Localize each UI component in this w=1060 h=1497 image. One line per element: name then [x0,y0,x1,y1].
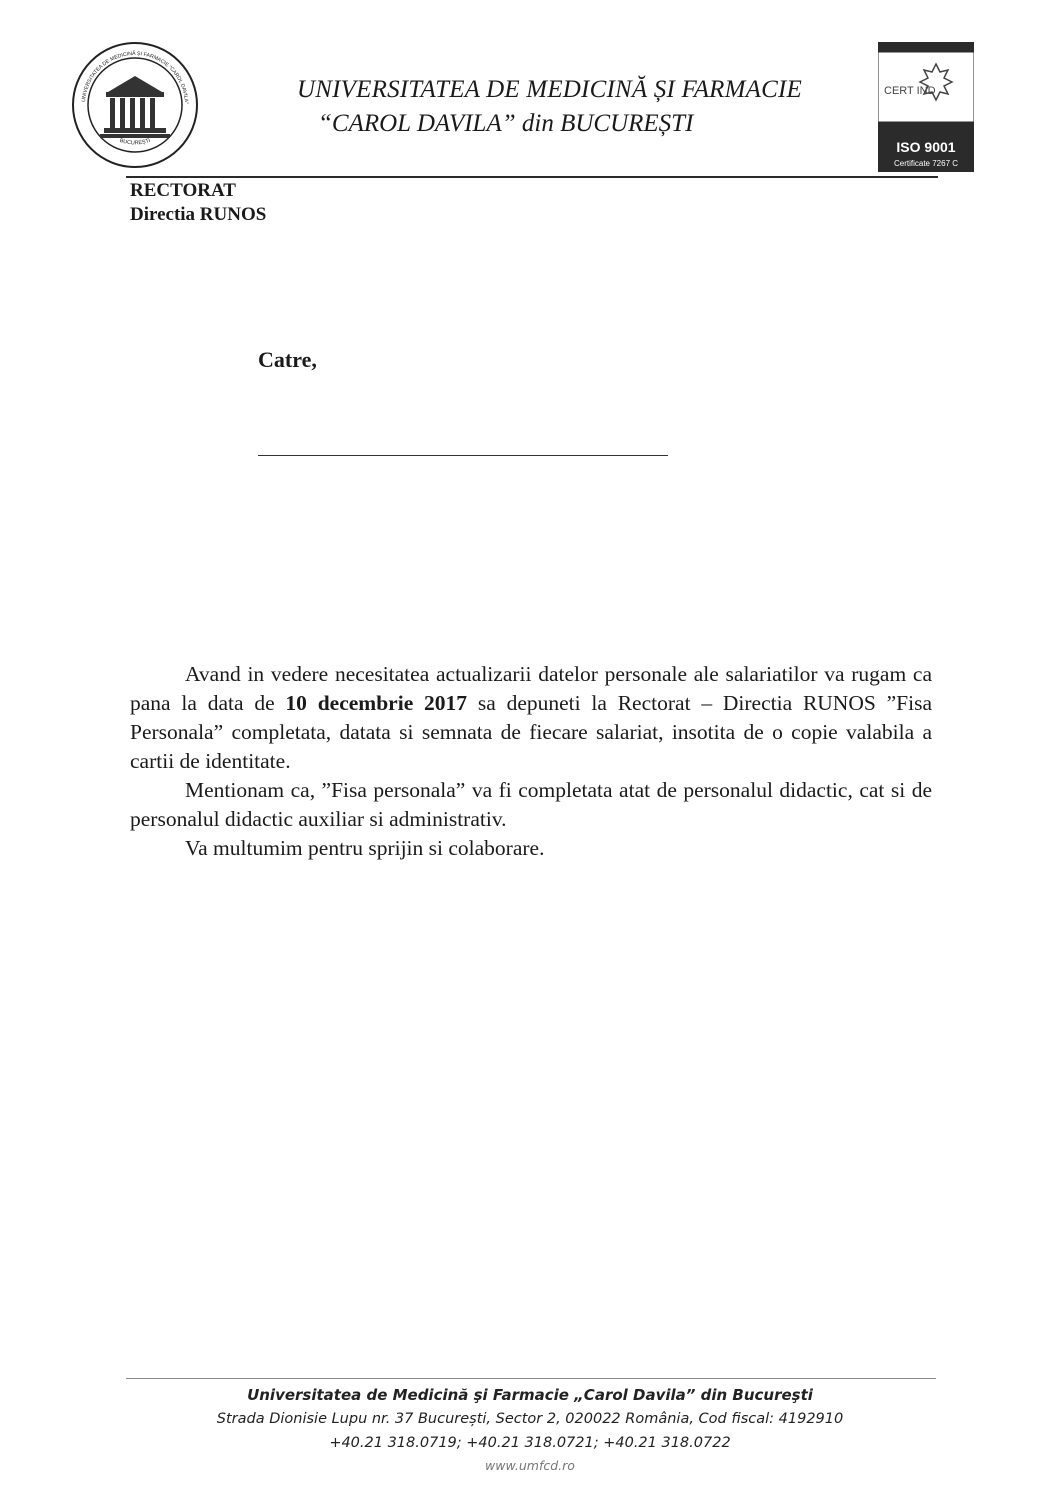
paragraph-2: Mentionam ca, ”Fisa personala” va fi completata atat de personalul didactic, cat si de personalul didactic auxiliar si administrativ. [130,778,932,831]
seal-text-bottom: BUCUREȘTI [118,137,152,147]
iso-certification-logo [878,42,974,172]
paragraph-1-start: Avand in vedere necesitatea actualizarii datelor personale ale salariatilor va rugam ca pana la data de [130,662,932,715]
university-name-quoted: “CAROL DAVILA” [318,110,516,137]
paragraph-1-end: sa depuneti la Rectorat – Directia RUNOS ”Fisa Personala” completata, datata si semnata de fiecare salariat, insotita de o copie valabila a cartii de identitate. [130,691,933,773]
letter-body [130,660,932,863]
footer-website: www.umfcd.ro [485,1458,575,1473]
university-city: din BUCUREȘTI [515,110,694,137]
department-directia: Directia RUNOS [130,204,267,225]
footer-university-name: Universitatea de Medicină şi Farmacie „Carol Davila” din Bucureşti [247,1386,813,1404]
university-title-line1: UNIVERSITATEA DE MEDICINĂ ȘI FARMACIE [297,76,803,103]
svg-text:BUCUREȘTI [119,138,152,147]
addressee-label: Catre, [258,347,317,372]
paragraph-1 [130,660,932,776]
header-divider [126,176,938,178]
deadline-date: 10 decembrie 2017 [285,691,468,715]
footer-divider [126,1378,936,1379]
footer [130,1383,930,1477]
paragraph-3: Va multumim pentru sprijin si colaborare. [185,836,545,860]
recipient-blank-line [258,455,668,456]
cert-iso-label: ISO 9001 [896,139,956,155]
university-seal-logo [70,40,200,170]
university-title-line2 [318,110,693,138]
cert-brand: CERT IND [884,85,936,97]
seal-text-top: UNIVERSITATEA DE MEDICINĂ ȘI FARMACIE "CAROL DAVILA" [81,50,189,105]
cert-number: Certificate 7267 C [893,159,959,168]
department-rectorat: RECTORAT [130,180,236,201]
footer-address: Strada Dionisie Lupu nr. 37 București, Sector 2, 020022 România, Cod fiscal: 4192910 [216,1411,844,1427]
footer-phones: +40.21 318.0719; +40.21 318.0721; +40.21 318.0722 [329,1435,731,1451]
